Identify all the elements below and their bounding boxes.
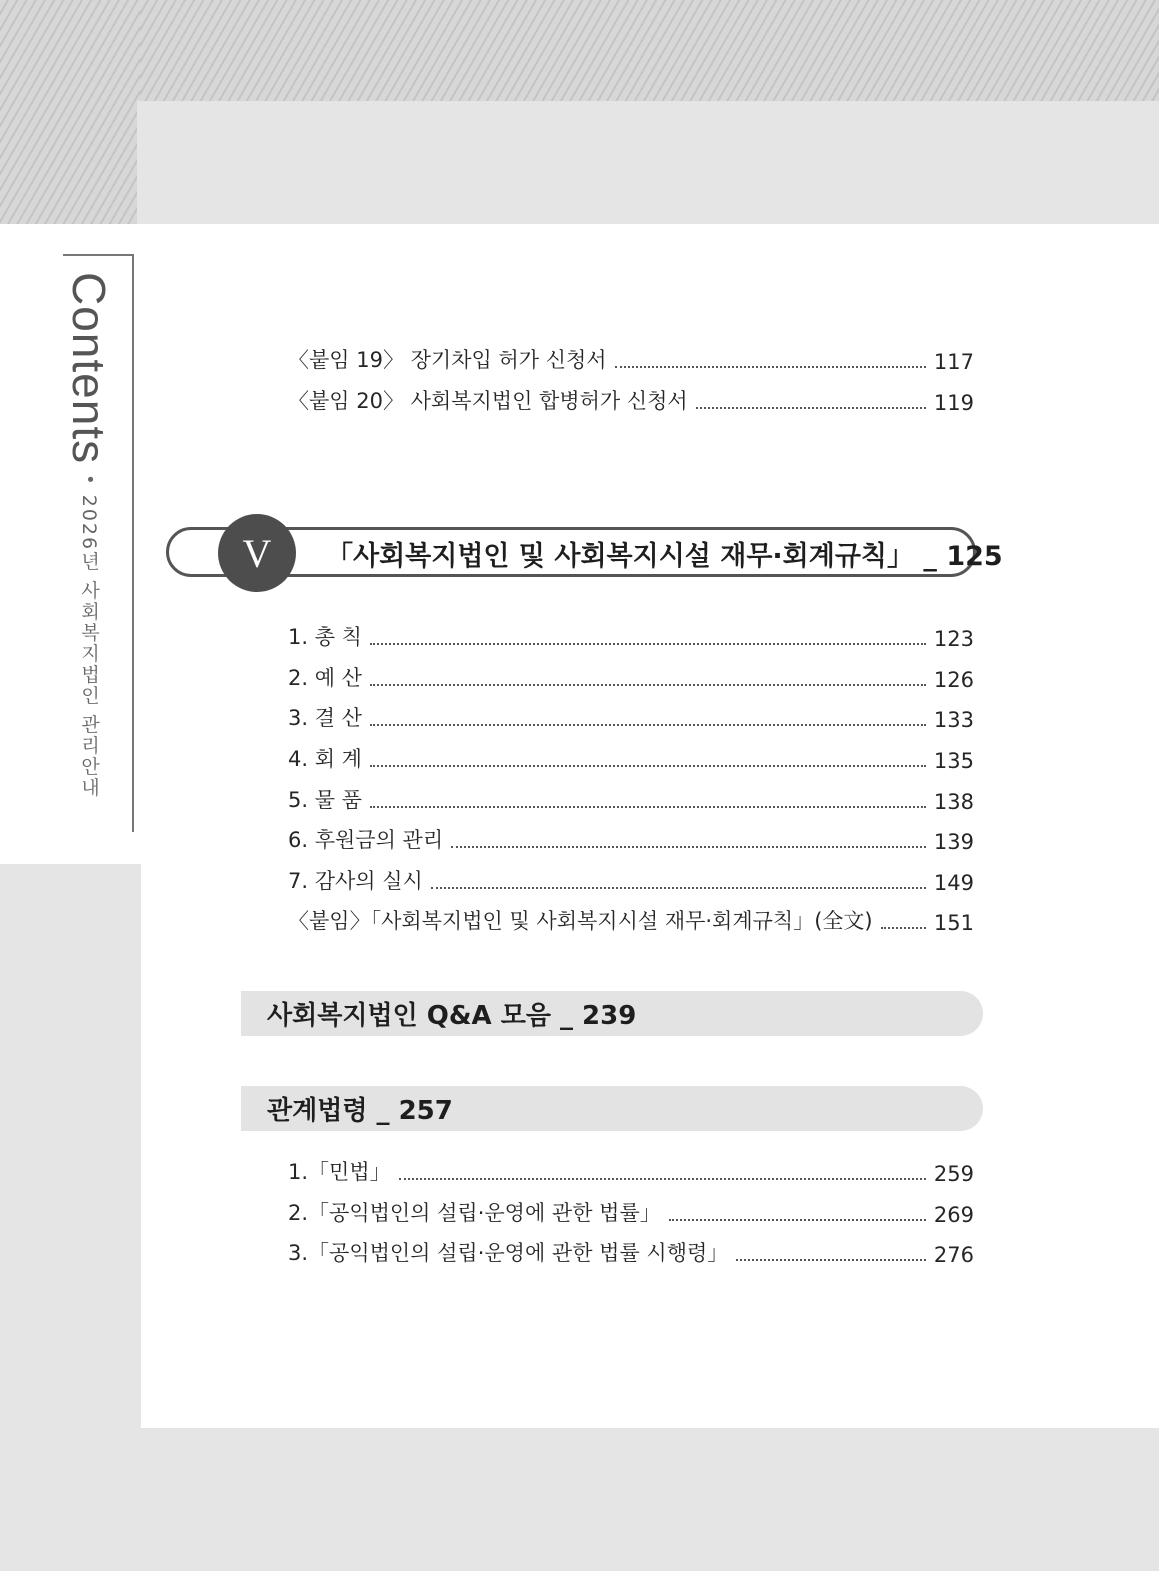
toc-entry[interactable] bbox=[288, 824, 974, 854]
toc-entry[interactable] bbox=[288, 1237, 974, 1267]
contents-heading: Contents bbox=[63, 272, 115, 465]
dot-leader bbox=[736, 1259, 926, 1261]
toc-entry-page: 138 bbox=[933, 790, 974, 814]
left-gray-band bbox=[0, 864, 141, 1571]
top-hatch-pattern bbox=[140, 0, 1159, 101]
toc-entry-label: 2.「공익법인의 설립·운영에 관한 법률」 bbox=[288, 1201, 661, 1225]
toc-entry-page: 139 bbox=[933, 830, 974, 854]
toc-entry[interactable] bbox=[288, 344, 974, 374]
toc-entry[interactable] bbox=[288, 662, 974, 692]
toc-entry-label: 1. 총 칙 bbox=[288, 625, 362, 649]
toc-entry-label: 4. 회 계 bbox=[288, 747, 362, 771]
dot-leader bbox=[881, 927, 926, 929]
dot-leader bbox=[451, 846, 926, 848]
toc-entry-page: 269 bbox=[933, 1203, 974, 1227]
dot-leader bbox=[399, 1178, 926, 1180]
toc-entry-label: 3. 결 산 bbox=[288, 706, 362, 730]
toc-entry-label: 2. 예 산 bbox=[288, 666, 362, 690]
bottom-gray-band bbox=[141, 1428, 1159, 1571]
dot-leader bbox=[370, 684, 926, 686]
law-section-title: 관계법령 _ 257 bbox=[267, 1096, 453, 1126]
toc-entry-page: 259 bbox=[933, 1162, 974, 1186]
dot-leader bbox=[370, 643, 926, 645]
separator-dot: • bbox=[79, 474, 100, 485]
dot-leader bbox=[370, 724, 926, 726]
toc-entry-page: 276 bbox=[933, 1243, 974, 1267]
toc-entry-page: 133 bbox=[933, 708, 974, 732]
toc-entry-page: 119 bbox=[933, 391, 974, 415]
chapter-title[interactable]: 「사회복지법인 및 사회복지시설 재무·회계규칙」 _ 125 bbox=[326, 540, 1003, 572]
toc-entry-label: 7. 감사의 실시 bbox=[288, 869, 423, 893]
law-section-header[interactable] bbox=[241, 1086, 983, 1131]
dot-leader bbox=[431, 887, 926, 889]
toc-entry-label: 6. 후원금의 관리 bbox=[288, 828, 444, 852]
toc-entry-label: 〈붙임 20〉 사회복지법인 합병허가 신청서 bbox=[288, 389, 688, 413]
toc-entry[interactable] bbox=[288, 1156, 974, 1186]
corner-hatch-pattern bbox=[0, 0, 140, 224]
toc-entry-page: 117 bbox=[933, 350, 974, 374]
toc-entry-page: 135 bbox=[933, 749, 974, 773]
book-subtitle: 2026년 사회복지법인 관리안내 bbox=[78, 494, 100, 799]
toc-entry-label: 1.「민법」 bbox=[288, 1160, 391, 1184]
toc-entry-label: 3.「공익법인의 설립·운영에 관한 법률 시행령」 bbox=[288, 1241, 729, 1265]
dot-leader bbox=[370, 806, 926, 808]
toc-entry-page: 151 bbox=[933, 911, 974, 935]
toc-entry-label: 5. 물 품 bbox=[288, 788, 362, 812]
toc-entry[interactable] bbox=[288, 743, 974, 773]
toc-entry-label: 〈붙임 19〉 장기차입 허가 신청서 bbox=[288, 348, 607, 372]
qa-section-header[interactable] bbox=[241, 991, 983, 1036]
side-rule-top bbox=[63, 254, 133, 256]
side-title bbox=[62, 272, 116, 798]
dot-leader bbox=[669, 1219, 926, 1221]
toc-entry-label: 〈붙임〉「사회복지법인 및 사회복지시설 재무·회계규칙」(全文) bbox=[288, 909, 873, 933]
toc-entry-page: 123 bbox=[933, 627, 974, 651]
toc-entry[interactable] bbox=[288, 385, 974, 415]
qa-section-title: 사회복지법인 Q&A 모음 _ 239 bbox=[267, 1001, 637, 1031]
toc-entry[interactable] bbox=[288, 905, 974, 935]
dot-leader bbox=[370, 765, 926, 767]
chapter-numeral: V bbox=[242, 530, 272, 576]
toc-entry[interactable] bbox=[288, 865, 974, 895]
toc-entry[interactable] bbox=[288, 784, 974, 814]
toc-entry[interactable] bbox=[288, 621, 974, 651]
toc-entry-page: 126 bbox=[933, 668, 974, 692]
toc-entry-page: 149 bbox=[933, 871, 974, 895]
side-rule-vertical bbox=[132, 254, 134, 832]
chapter-numeral-badge bbox=[218, 514, 296, 592]
dot-leader bbox=[615, 366, 926, 368]
dot-leader bbox=[696, 407, 926, 409]
top-gray-band bbox=[137, 101, 1159, 224]
toc-entry[interactable] bbox=[288, 1197, 974, 1227]
toc-entry[interactable] bbox=[288, 702, 974, 732]
